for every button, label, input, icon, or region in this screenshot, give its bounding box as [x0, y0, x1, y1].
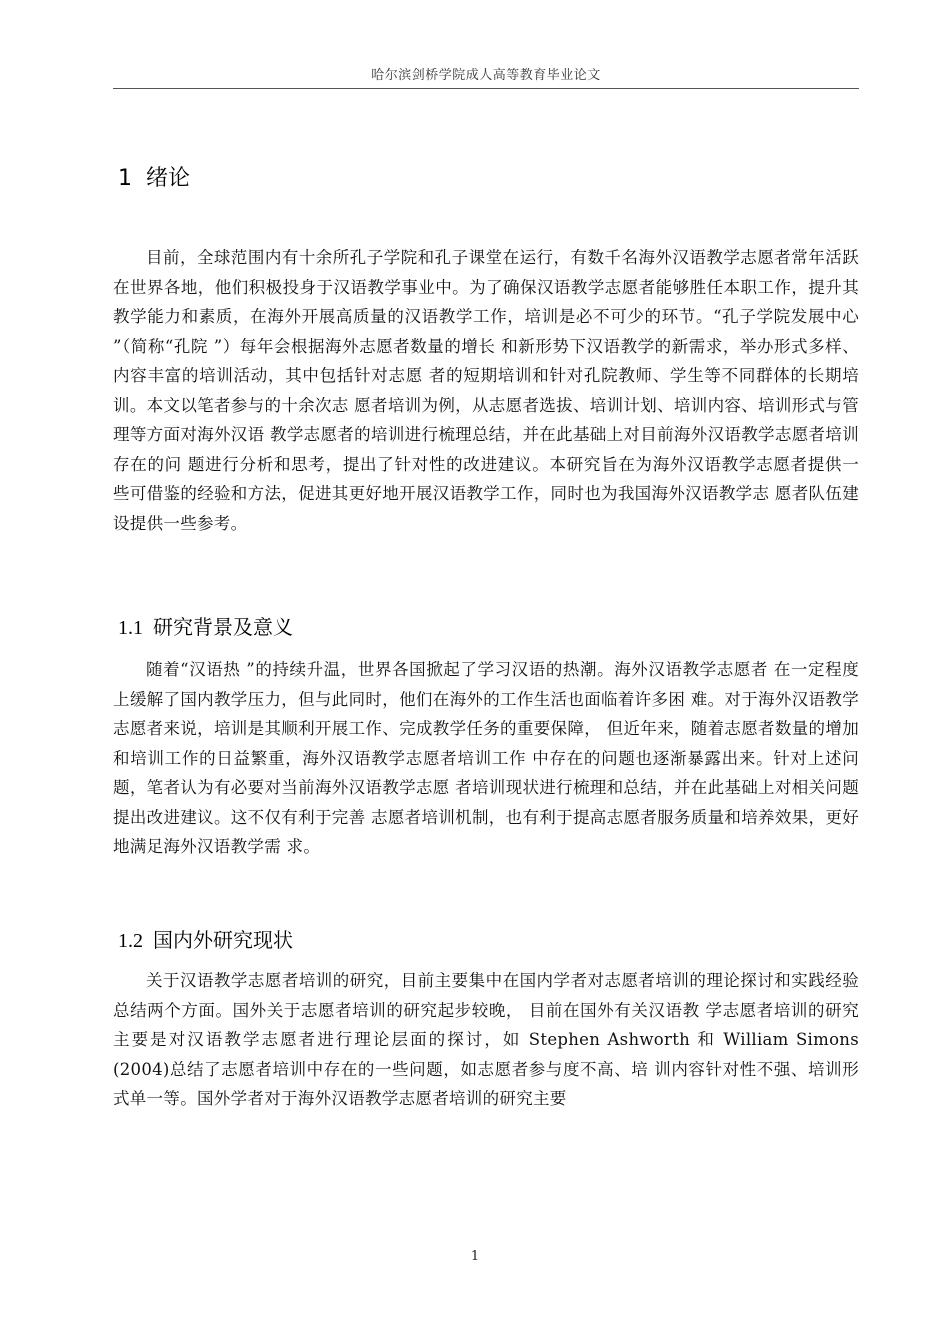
- header-divider: [113, 88, 859, 89]
- section-1-2-paragraph: 关于汉语教学志愿者培训的研究，目前主要集中在国内学者对志愿者培训的理论探讨和实践经验总结两个方面。国外关于志愿者培训的研究起步较晚， 目前在国外有关汉语教 学志愿者培训的研究主要是对汉语教学志愿者进行理论层面的探讨，如 Stephen Ashworth 和 William Simons (2004)总结了志愿者培训中存在的一些问题，如志愿者参与度不高、培 训内容针对性不强、培训形式单一等。国外学者对于海外汉语教学志愿者培训的研究主要: [113, 971, 859, 1108]
- section-number: 1.2: [118, 930, 143, 952]
- page-number: 1: [470, 1249, 480, 1264]
- section-title-text: 国内外研究现状: [153, 928, 293, 952]
- intro-paragraph: 目前，全球范围内有十余所孔子学院和孔子课堂在运行，有数千名海外汉语教学志愿者常年活跃在世界各地，他们积极投身于汉语教学事业中。为了确保汉语教学志愿者能够胜任本职工作，提升其教学能力和素质，在海外开展高质量的汉语教学工作，培训是必不可少的环节。“孔子学院发展中心 ”（简称“孔院 ”）每年会根据海外志愿者数量的增长 和新形势下汉语教学的新需求，举办形式多样、内容丰富的培训活动，其中包括针对志愿 者的短期培训和针对孔院教师、学生等不同群体的长期培训。本文以笔者参与的十余次志 愿者培训为例，从志愿者选拔、培训计划、培训内容、培训形式与管理等方面对海外汉语 教学志愿者的培训进行梳理总结，并在此基础上对目前海外汉语教学志愿者培训存在的问 题进行分析和思考，提出了针对性的改进建议。本研究旨在为海外汉语教学志愿者提供一 些可借鉴的经验和方法，促进其更好地开展汉语教学工作，同时也为我国海外汉语教学志 愿者队伍建设提供一些参考。: [113, 248, 859, 533]
- section-title-text: 研究背景及意义: [153, 615, 293, 639]
- running-header: 哈尔滨剑桥学院成人高等教育毕业论文: [371, 68, 601, 83]
- section-number: 1.1: [118, 617, 143, 639]
- chapter-title: [118, 161, 190, 192]
- section-title-1-1: [118, 611, 293, 640]
- chapter-number: 1: [118, 166, 132, 191]
- section-1-1-paragraph: 随着“汉语热 ”的持续升温，世界各国掀起了学习汉语的热潮。海外汉语教学志愿者 在一定程度上缓解了国内教学压力，但与此同时，他们在海外的工作生活也面临着许多困 难。对于海外汉语教学志愿者来说，培训是其顺利开展工作、完成教学任务的重要保障， 但近年来，随着志愿者数量的增加和培训工作的日益繁重，海外汉语教学志愿者培训工作 中存在的问题也逐渐暴露出来。针对上述问题，笔者认为有必要对当前海外汉语教学志愿 者培训现状进行梳理和总结，并在此基础上对相关问题提出改进建议。这不仅有利于完善 志愿者培训机制，也有利于提高志愿者服务质量和培养效果，更好地满足海外汉语教学需 求。: [113, 660, 859, 856]
- chapter-title-text: 绪论: [146, 166, 191, 191]
- section-title-1-2: [118, 924, 293, 953]
